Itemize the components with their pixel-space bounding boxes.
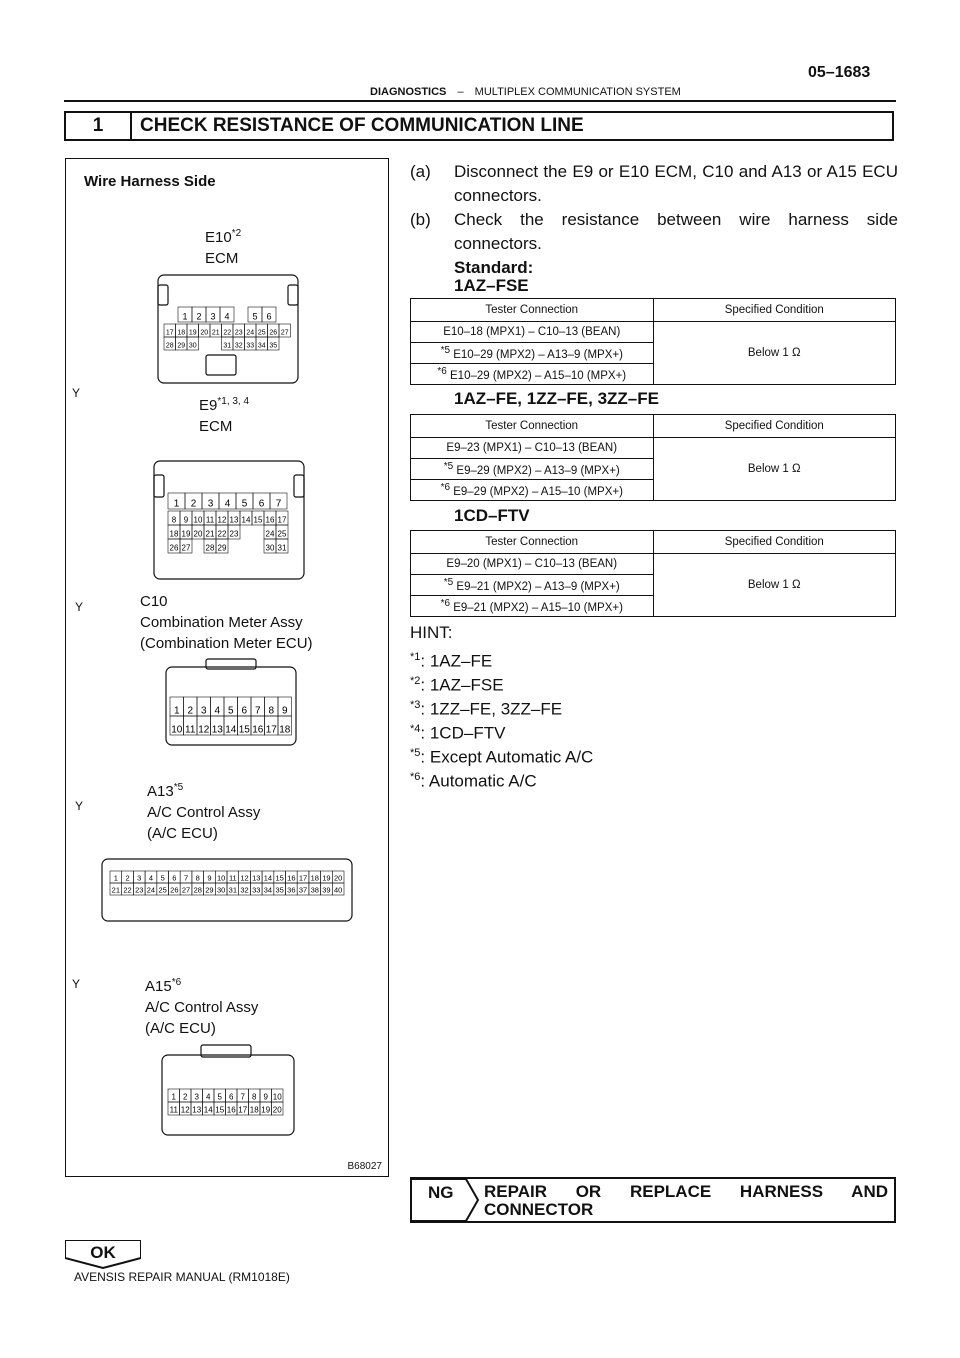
connector-e10-pin: 21 (211, 329, 220, 337)
section-name: DIAGNOSTICS (370, 86, 447, 98)
hint-text: : 1AZ–FSE (420, 675, 504, 695)
connector-a13-pin: 25 (158, 885, 167, 895)
connector-a13-note: *5 (173, 782, 184, 793)
table-row (411, 480, 654, 501)
instruction-a (410, 160, 896, 208)
connector-e9-pin: 27 (181, 543, 191, 553)
instruction-b-label: (b) (410, 210, 431, 229)
row-note: *6 (437, 366, 447, 378)
connector-e10-pin: 25 (257, 329, 266, 337)
connector-c10-pin: 1 (173, 705, 180, 717)
hint-item (410, 765, 537, 794)
instruction-a-text: Disconnect the E9 or E10 ECM, C10 and A13 or A15 ECU connectors. (454, 162, 898, 205)
table-row: E9–23 (MPX1) – C10–13 (BEAN) (411, 438, 654, 459)
connector-e10-pin: 33 (246, 342, 255, 350)
spec-table-3 (410, 530, 896, 617)
ok-label: OK (90, 1243, 116, 1262)
connector-e9-pin: 30 (265, 543, 275, 553)
connector-c10-pin: 12 (198, 724, 210, 736)
connector-e10-pin: 4 (224, 311, 230, 322)
connector-e9-pin: 15 (253, 515, 263, 525)
hint-title: HINT: (410, 623, 453, 642)
connector-e10-pin: 26 (269, 329, 278, 337)
page-number: 05–1683 (808, 64, 871, 81)
y-label-3: Y (75, 799, 84, 813)
connector-e9-pin: 8 (171, 515, 177, 525)
connector-a13-pin: 1 (113, 873, 118, 883)
connector-e10-pin: 23 (234, 329, 243, 337)
connector-e9-pin: 6 (258, 498, 265, 510)
connector-e10-pin: 24 (246, 329, 255, 337)
connector-e9-pin: 10 (193, 515, 203, 525)
connector-e9-pin: 24 (265, 529, 275, 539)
connector-a15-pin: 19 (261, 1105, 271, 1115)
connector-a13-pin: 24 (146, 885, 156, 895)
connector-a13-desc-2: (A/C ECU) (147, 825, 218, 842)
table-row (411, 575, 654, 596)
connector-a13-pin: 12 (240, 873, 249, 883)
connector-a15-pin: 12 (180, 1105, 190, 1115)
connector-a13-pin: 35 (275, 885, 284, 895)
row-text: E10–29 (MPX2) – A13–9 (MPX+) (450, 348, 623, 361)
connector-e10-pin: 29 (177, 342, 186, 350)
connector-a13-pin: 27 (181, 885, 191, 895)
connector-c10-pin: 17 (265, 724, 277, 736)
connector-c10-pin: 7 (254, 705, 261, 717)
connector-e9-pin: 11 (205, 515, 215, 525)
connector-a15-pin: 3 (194, 1092, 199, 1102)
connector-figure (65, 158, 389, 1177)
table-header-condition: Specified Condition (653, 415, 896, 438)
y-label-2: Y (75, 600, 84, 614)
section-header (370, 86, 681, 98)
connector-e9-id: E9 (199, 397, 218, 414)
connector-c10-desc-1: Combination Meter Assy (140, 614, 303, 631)
connector-e9-pin: 29 (217, 543, 227, 553)
table-row: E10–18 (MPX1) – C10–13 (BEAN) (411, 322, 654, 343)
engine-label-3: 1CD–FTV (454, 506, 530, 525)
connector-a13-pin: 30 (216, 885, 226, 895)
connector-a15-pin: 17 (238, 1105, 248, 1115)
connector-a15-pin: 16 (226, 1105, 236, 1115)
connector-a13-pin: 37 (298, 885, 308, 895)
hint-note: *2 (410, 675, 421, 687)
spec-table-1 (410, 298, 896, 385)
connector-a13-pin: 11 (228, 873, 237, 883)
connector-e9-pin: 22 (217, 529, 227, 539)
table-row (411, 364, 654, 385)
connector-c10-pin: 10 (171, 724, 183, 736)
connector-e10-pin: 1 (182, 311, 188, 322)
connector-a15-id: A15 (145, 978, 172, 995)
footer: AVENSIS REPAIR MANUAL (RM1018E) (74, 1270, 290, 1284)
connector-e9-pin: 9 (183, 515, 189, 525)
connector-a15-pin: 8 (252, 1092, 257, 1102)
table-header-condition: Specified Condition (653, 299, 896, 322)
table-row (411, 596, 654, 617)
connector-a13-label (147, 777, 260, 844)
connector-c10-pin: 2 (187, 705, 194, 717)
connector-a15-pin: 5 (217, 1092, 222, 1102)
connector-e10-note: *2 (231, 228, 242, 239)
connector-c10-pin: 6 (241, 705, 248, 717)
connector-a13-pin: 2 (125, 873, 130, 883)
section-separator: – (457, 86, 464, 98)
connector-c10-pin: 3 (200, 705, 207, 717)
hint-note: *1 (410, 651, 421, 663)
y-label-4: Y (72, 977, 81, 991)
table-row: E9–20 (MPX1) – C10–13 (BEAN) (411, 554, 654, 575)
connector-c10-pin: 18 (279, 724, 291, 736)
header-rule (64, 100, 896, 102)
table-header-connection: Tester Connection (411, 531, 654, 554)
connector-a15-pin: 1 (171, 1092, 176, 1102)
connector-e9-pin: 13 (229, 515, 239, 525)
row-text: E9–21 (MPX2) – A15–10 (MPX+) (450, 601, 623, 614)
step-title: CHECK RESISTANCE OF COMMUNICATION LINE (140, 115, 584, 136)
table-header-connection: Tester Connection (411, 415, 654, 438)
table-row (411, 343, 654, 364)
connector-a13-pin: 10 (216, 873, 226, 883)
connector-a13-pin: 29 (205, 885, 214, 895)
connector-a13-pin: 8 (195, 873, 200, 883)
connector-e10-pin: 18 (177, 329, 186, 337)
hint-note: *6 (410, 771, 421, 783)
connector-a15-pin: 18 (249, 1105, 259, 1115)
connector-e9-pin: 5 (241, 498, 248, 510)
connector-a15-pin: 9 (263, 1092, 268, 1102)
connector-a13-pin: 32 (240, 885, 249, 895)
connector-a15-note: *6 (171, 977, 182, 988)
connector-a13-pin: 3 (137, 873, 142, 883)
connector-c10-pin: 8 (268, 705, 275, 717)
ng-label: NG (428, 1183, 454, 1202)
connector-a15-pin: 11 (169, 1105, 178, 1115)
connector-e9-pin: 4 (224, 498, 231, 510)
connector-e10-pin: 35 (269, 342, 278, 350)
connector-a13-pin: 31 (228, 885, 238, 895)
connector-e10-label (205, 223, 241, 269)
table-header-condition: Specified Condition (653, 531, 896, 554)
connector-c10-pin: 15 (238, 724, 250, 736)
hint-text: : 1CD–FTV (420, 723, 506, 743)
connector-e9-pin: 18 (169, 529, 179, 539)
connector-e10-pin: 6 (266, 311, 272, 322)
connector-c10-label (140, 591, 313, 654)
connector-a13-pin: 21 (111, 885, 121, 895)
instruction-b-text: Check the resistance between wire harness side connectors. (454, 210, 898, 253)
connector-a13-pin: 36 (287, 885, 296, 895)
connector-e10-pin: 32 (234, 342, 243, 350)
connector-e10-key (206, 355, 236, 375)
connector-e9-desc: ECM (199, 418, 233, 435)
connector-a13-pin: 9 (207, 873, 212, 883)
table-condition: Below 1 Ω (653, 554, 896, 617)
connector-e10-pin: 30 (188, 342, 197, 350)
connector-e9-pin: 16 (265, 515, 275, 525)
row-text: E9–21 (MPX2) – A13–9 (MPX+) (453, 580, 620, 593)
connector-e9-label (199, 391, 249, 437)
hint-text: : 1AZ–FE (420, 651, 493, 671)
engine-label-2: 1AZ–FE, 1ZZ–FE, 3ZZ–FE (454, 389, 659, 408)
connector-c10-id: C10 (140, 593, 168, 610)
row-note: *5 (443, 461, 454, 473)
connector-a13-desc-1: A/C Control Assy (147, 804, 261, 821)
wire-harness-side-label: Wire Harness Side (84, 173, 216, 190)
ok-result-box (65, 1240, 141, 1270)
hint-note: *5 (410, 747, 421, 759)
connector-a15-pin: 13 (192, 1105, 202, 1115)
connector-e10-latch-right (288, 285, 298, 305)
connector-a13-pin: 39 (322, 885, 331, 895)
connector-c10-pin: 9 (281, 705, 288, 717)
connector-c10-pin: 11 (185, 724, 196, 736)
figure-code: B68027 (347, 1161, 382, 1172)
connector-a15-label (145, 972, 258, 1039)
ng-action-text: REPAIR OR REPLACE HARNESS AND CONNECTOR (484, 1182, 888, 1219)
connector-e10-latch-left (158, 285, 168, 305)
connector-a13-pin: 19 (322, 873, 331, 883)
connector-e9-note: *1, 3, 4 (217, 396, 250, 407)
connector-e10-pin: 5 (252, 311, 258, 322)
connector-a13-pin: 20 (333, 873, 343, 883)
connector-e9-pin: 21 (205, 529, 215, 539)
instruction-b (410, 208, 896, 256)
connector-e10-id: E10 (205, 229, 232, 246)
connector-a13-pin: 15 (275, 873, 284, 883)
connector-e9-pin: 2 (190, 498, 197, 510)
connector-e10-pin: 34 (257, 342, 266, 350)
hint-note: *4 (410, 723, 421, 735)
connector-e9-pin: 23 (229, 529, 239, 539)
connector-a13-pin: 17 (298, 873, 308, 883)
connector-e10-pin: 28 (165, 342, 174, 350)
connector-a13-pin: 22 (123, 885, 132, 895)
connector-e10-pin: 20 (200, 329, 209, 337)
connector-a13-pin: 14 (263, 873, 273, 883)
connector-e9-pin: 20 (193, 529, 203, 539)
connector-a13-pin: 18 (310, 873, 319, 883)
table-header-connection: Tester Connection (411, 299, 654, 322)
connector-a13-pin: 34 (263, 885, 273, 895)
connector-e9-pin: 7 (275, 498, 282, 510)
connector-c10-pin: 13 (211, 724, 223, 736)
hint-text: : Except Automatic A/C (420, 747, 594, 767)
connector-e9-pin: 31 (277, 543, 287, 553)
connector-c10-pin: 4 (214, 705, 221, 717)
instruction-a-label: (a) (410, 162, 431, 181)
connector-a15-pin: 2 (183, 1092, 188, 1102)
connector-c10-desc-2: (Combination Meter ECU) (140, 635, 313, 652)
connector-e9-latch-left (154, 475, 164, 497)
connector-a15-desc-2: (A/C ECU) (145, 1020, 216, 1037)
connector-e10-pin: 3 (210, 311, 216, 322)
connector-a13-pin: 16 (287, 873, 296, 883)
connector-a15-pin: 7 (240, 1092, 245, 1102)
row-note: *6 (440, 482, 451, 494)
connector-e9-pin: 19 (181, 529, 191, 539)
connector-a15-pin: 20 (272, 1105, 282, 1115)
hint-text: : Automatic A/C (420, 771, 537, 791)
row-text: E9–29 (MPX2) – A13–9 (MPX+) (453, 464, 620, 477)
spec-table-2 (410, 414, 896, 501)
connector-e10-pin: 2 (196, 311, 202, 322)
ng-result-box (410, 1177, 896, 1223)
connector-e10-pin: 31 (223, 342, 232, 350)
connector-a13-pin: 5 (160, 873, 165, 883)
connector-a13-pin: 33 (252, 885, 261, 895)
connector-a15-pin: 4 (206, 1092, 211, 1102)
connector-c10-pin: 5 (227, 705, 234, 717)
connector-e9-pin: 12 (217, 515, 227, 525)
connector-e9-pin: 26 (169, 543, 179, 553)
connector-a13-pin: 23 (135, 885, 144, 895)
row-text: E10–29 (MPX2) – A15–10 (MPX+) (446, 369, 627, 382)
connector-a13-id: A13 (147, 783, 174, 800)
y-label-1: Y (72, 386, 81, 400)
subsection-name: MULTIPLEX COMMUNICATION SYSTEM (474, 86, 681, 98)
connector-a15-pin: 6 (229, 1092, 234, 1102)
table-row (411, 459, 654, 480)
connector-e10-pin: 27 (280, 329, 289, 337)
step-number: 1 (66, 113, 132, 139)
connector-a13-pin: 28 (193, 885, 202, 895)
connector-a13-pin: 13 (252, 873, 261, 883)
connector-e10-pin: 19 (188, 329, 197, 337)
connector-a13-pin: 6 (172, 873, 177, 883)
connector-e9-pin: 1 (173, 498, 180, 510)
connector-a15-pin: 14 (203, 1105, 213, 1115)
table-condition: Below 1 Ω (653, 322, 896, 385)
engine-label-1: 1AZ–FSE (454, 276, 529, 295)
step-title-box (64, 111, 894, 141)
connector-c10-pin: 16 (252, 724, 264, 736)
row-note: *6 (440, 598, 451, 610)
hint-note: *3 (410, 699, 421, 711)
hint-text: : 1ZZ–FE, 3ZZ–FE (420, 699, 563, 719)
connector-e9-pin: 25 (277, 529, 287, 539)
table-condition: Below 1 Ω (653, 438, 896, 501)
row-note: *5 (440, 345, 451, 357)
connector-a15-pin: 10 (272, 1092, 282, 1102)
connector-a15-pin: 15 (215, 1105, 225, 1115)
connector-e9-pin: 3 (207, 498, 214, 510)
connector-c10-pin: 14 (225, 724, 237, 736)
connector-a13-pin: 26 (170, 885, 179, 895)
connector-a13-pin: 7 (183, 873, 189, 883)
connector-e9-pin: 28 (205, 543, 215, 553)
connector-a13-pin: 4 (148, 873, 154, 883)
standard-label: Standard: (454, 258, 534, 277)
connector-e9-pin: 14 (241, 515, 251, 525)
row-note: *5 (443, 577, 454, 589)
connector-e9-pin: 17 (277, 515, 287, 525)
connector-e10-desc: ECM (205, 250, 239, 267)
row-text: E9–29 (MPX2) – A15–10 (MPX+) (450, 485, 623, 498)
connector-a15-desc-1: A/C Control Assy (145, 999, 259, 1016)
connector-a13-pin: 40 (333, 885, 343, 895)
connector-e10-pin: 17 (165, 329, 174, 337)
connector-e9-latch-right (294, 475, 304, 497)
connector-a13-pin: 38 (310, 885, 319, 895)
connector-e10-pin: 22 (223, 329, 232, 337)
